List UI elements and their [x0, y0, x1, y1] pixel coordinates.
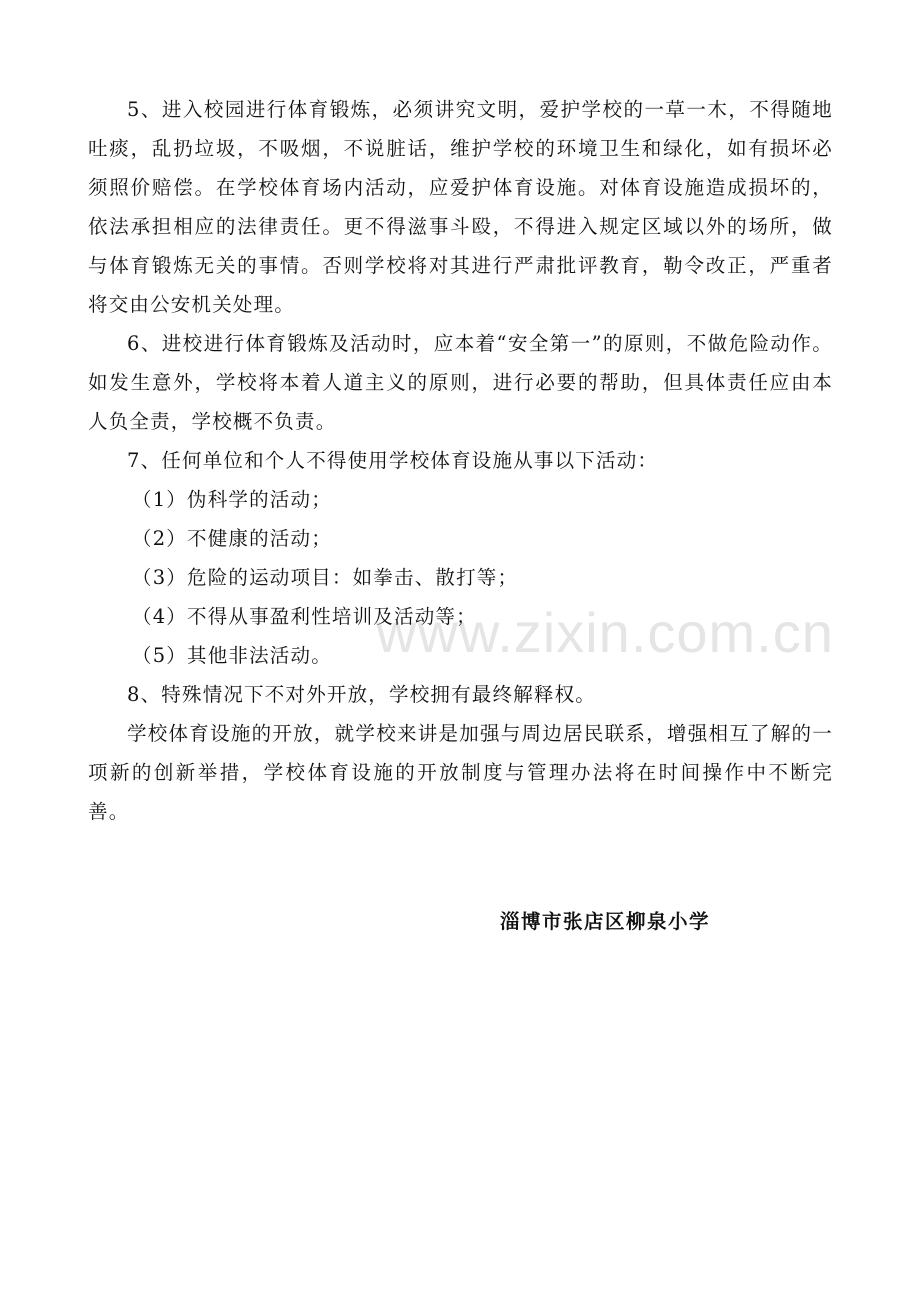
- list-item-1: （1）伪科学的活动；: [132, 488, 332, 511]
- list-item-3: （3）危险的运动项目：如拳击、散打等；: [132, 566, 519, 589]
- list-item-2: （2）不健康的活动；: [132, 527, 332, 550]
- signature-school-name: 淄博市张店区柳泉小学: [500, 910, 711, 933]
- paragraph-rule-5: 5、进入校园进行体育锻炼，必须讲究文明，爱护学校的一草一木，不得随地吐痰，乱扔垃圾，不吸烟，不说脏话，维护学校的环境卫生和绿化，如有损坏必须照价赔偿。在学校体育场内活动，应爱护体育设施。对体育设施造成损坏的，依法承担相应的法律责任。更不得滋事斗殴，不得进入规定区域以外的场所，做与体育锻炼无关的事情。否则学校将对其进行严肃批评教育，勒令改正，严重者将交由公安机关处理。: [88, 98, 833, 316]
- list-item-4: （4）不得从事盈利性培训及活动等；: [132, 605, 477, 628]
- list-item-5: （5）其他非法活动。: [132, 644, 332, 667]
- document-body: [88, 90, 833, 831]
- paragraph-rule-7: 7、任何单位和个人不得使用学校体育设施从事以下活动：: [127, 449, 659, 472]
- watermark: www.zixin.com.cn: [376, 601, 834, 664]
- paragraph-rule-8: 8、特殊情况下不对外开放，学校拥有最终解释权。: [127, 683, 597, 706]
- paragraph-conclusion: 学校体育设施的开放，就学校来讲是加强与周边居民联系，增强相互了解的一项新的创新举措，学校体育设施的开放制度与管理办法将在时间操作中不断完善。: [88, 722, 833, 823]
- paragraph-rule-6: 6、进校进行体育锻炼及活动时，应本着“安全第一”的原则，不做危险动作。如发生意外，学校将本着人道主义的原则，进行必要的帮助，但具体责任应由本人负全责，学校概不负责。: [88, 332, 833, 433]
